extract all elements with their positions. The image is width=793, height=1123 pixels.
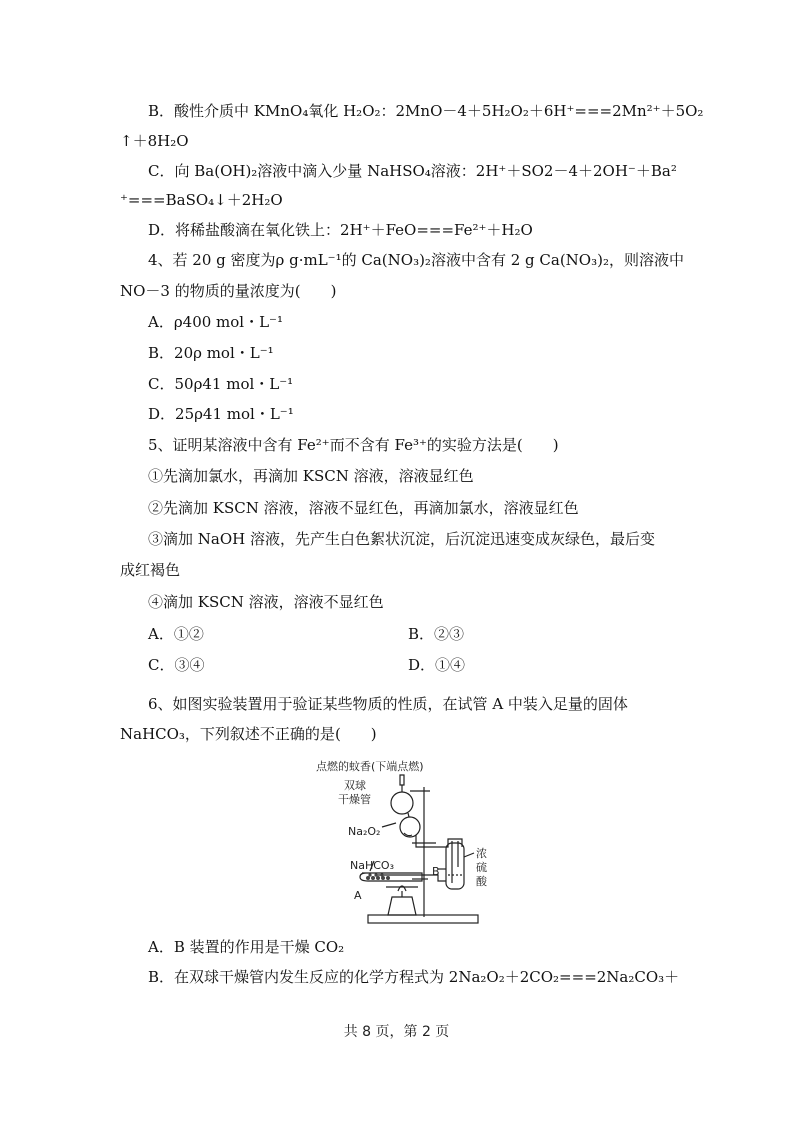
label-na2o2: Na₂O₂ xyxy=(348,825,381,838)
page-footer: 共 8 页，第 2 页 xyxy=(343,1024,450,1040)
drying-tube-bulb-upper xyxy=(391,792,413,814)
question-4-line-2: NO－3 的物质的量浓度为( ) xyxy=(120,282,337,300)
label-acid-2: 硫 xyxy=(476,861,487,874)
label-tube-a: A xyxy=(354,889,362,902)
label-tube-b: B xyxy=(432,865,440,878)
label-acid-1: 浓 xyxy=(476,847,487,860)
option-b-line-1: B．酸性介质中 KMnO₄氧化 H₂O₂：2MnO－4＋5H₂O₂＋6H⁺===2Mn²⁺＋5O₂ xyxy=(148,102,704,120)
question-5-option-c: C．③④ xyxy=(148,656,205,674)
question-5-method-4: ④滴加 KSCN 溶液，溶液不显红色 xyxy=(148,593,384,611)
label-nahco3: NaHCO₃ xyxy=(350,859,394,872)
apparatus-diagram xyxy=(312,757,488,929)
wash-bottle-b xyxy=(446,843,464,889)
question-5-stem: 5、证明某溶液中含有 Fe²⁺而不含有 Fe³⁺的实验方法是( ) xyxy=(148,436,559,454)
question-5-option-b: B．②③ xyxy=(408,625,465,643)
stand-base xyxy=(368,915,478,923)
option-c-line-2: ⁺===BaSO₄↓＋2H₂O xyxy=(120,191,283,209)
mosquito-coil-icon xyxy=(400,775,404,785)
apparatus-drawing xyxy=(360,775,478,923)
question-4-line-1: 4、若 20 g 密度为ρ g·mL⁻¹的 Ca(NO₃)₂溶液中含有 2 g Ca(NO₃)₂，则溶液中 xyxy=(148,251,684,269)
nahco3-solid xyxy=(366,873,390,880)
question-4-option-c: C．50ρ41 mol・L⁻¹ xyxy=(148,375,294,393)
question-5-method-2: ②先滴加 KSCN 溶液，溶液不显红色，再滴加氯水，溶液显红色 xyxy=(148,499,579,517)
question-5-method-3-line-2: 成红褐色 xyxy=(120,561,181,579)
label-acid-3: 酸 xyxy=(476,875,487,888)
option-d-line: D．将稀盐酸滴在氧化铁上：2H⁺＋FeO===Fe²⁺＋H₂O xyxy=(148,221,533,239)
question-4-option-a: A．ρ400 mol・L⁻¹ xyxy=(148,313,283,331)
question-5-option-d: D．①④ xyxy=(408,656,466,674)
option-b-line-2: ↑＋8H₂O xyxy=(120,132,189,150)
question-6-line-1: 6、如图实验装置用于验证某些物质的性质，在试管 A 中装入足量的固体 xyxy=(148,695,628,713)
question-5-method-3-line-1: ③滴加 NaOH 溶液，先产生白色絮状沉淀，后沉淀迅速变成灰绿色，最后变 xyxy=(148,530,655,548)
question-5-method-1: ①先滴加氯水，再滴加 KSCN 溶液，溶液显红色 xyxy=(148,467,474,485)
apparatus-figure xyxy=(312,757,488,929)
question-5-option-a: A．①② xyxy=(148,625,204,643)
drying-tube-bulb-lower xyxy=(400,817,420,837)
option-c-line-1: C．向 Ba(OH)₂溶液中滴入少量 NaHSO₄溶液：2H⁺＋SO2－4＋2OH⁻＋Ba² xyxy=(148,162,677,180)
question-4-option-b: B．20ρ mol・L⁻¹ xyxy=(148,344,274,362)
alcohol-lamp xyxy=(388,897,416,915)
question-6-line-2: NaHCO₃，下列叙述不正确的是( ) xyxy=(120,725,377,743)
question-4-option-d: D．25ρ41 mol・L⁻¹ xyxy=(148,405,294,423)
question-6-option-a: A．B 装置的作用是干燥 CO₂ xyxy=(148,938,345,956)
label-double-bulb-1: 双球 xyxy=(344,779,366,792)
question-6-option-b: B．在双球干燥管内发生反应的化学方程式为 2Na₂O₂＋2CO₂===2Na₂CO₃＋ xyxy=(148,968,680,986)
label-mosquito-coil: 点燃的蚊香(下端点燃) xyxy=(316,760,424,773)
label-double-bulb-2: 干燥管 xyxy=(338,793,371,806)
